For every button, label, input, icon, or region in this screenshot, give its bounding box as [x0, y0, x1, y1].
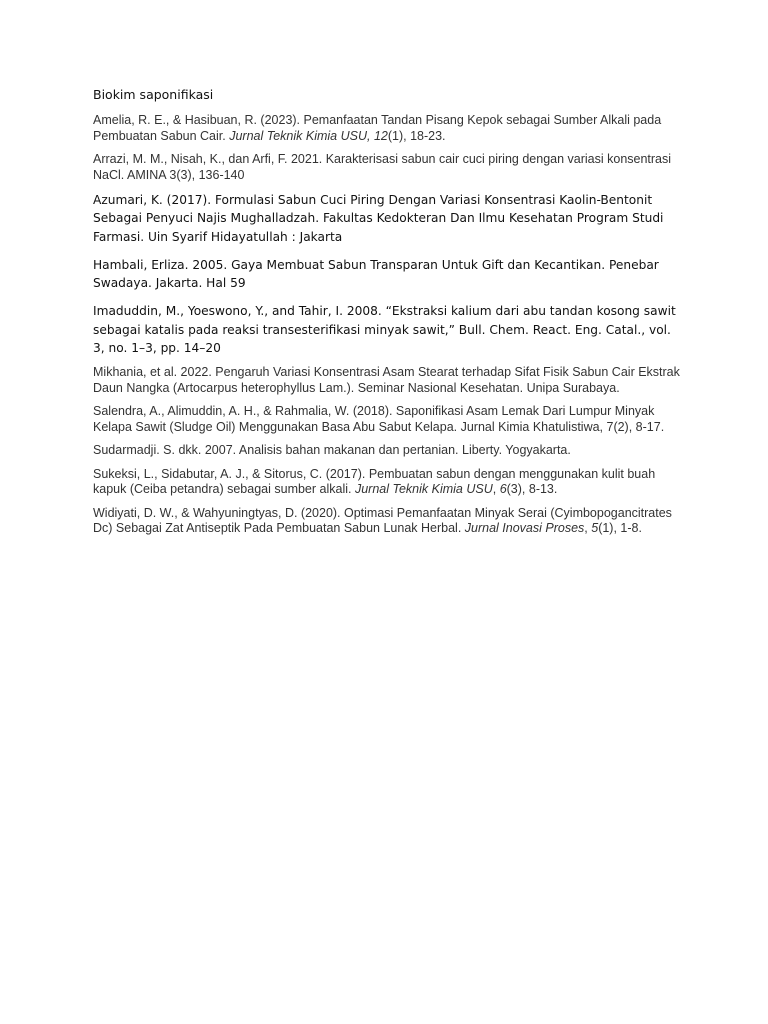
journal-name: Jurnal Inovasi Proses — [464, 521, 585, 536]
reference-text: Amelia, R. E., & Hasibuan, R. (2023). Pemanfaatan Tandan Pisang Kepok sebagai Sumber Alkali pada Pembuatan Sabun Cair. — [93, 113, 662, 143]
reference-text: Widiyati, D. W., & Wahyuningtyas, D. (2020). Optimasi Pemanfaatan Minyak Serai (Cyimbopogancitrates Dc) Sebagai Zat Antiseptik Pada Pembuatan Sabun Lunak Herbal. — [93, 505, 672, 536]
reference-hambali: Hambali, Erliza. 2005. Gaya Membuat Sabun Transparan Untuk Gift dan Kecantikan. Penebar Swadaya. Jakarta. Hal 59 — [93, 257, 659, 291]
reference-sudarmadji: Sudarmadji. S. dkk. 2007. Analisis bahan makanan dan pertanian. Liberty. Yogyakarta. — [93, 443, 571, 458]
reference-salendra: Salendra, A., Alimuddin, A. H., & Rahmalia, W. (2018). Saponifikasi Asam Lemak Dari Lumpur Minyak Kelapa Sawit (Sludge Oil) Menggunakan Basa Abu Sabut Kelapa. Jurnal Kimia Khatulistiwa, 7(2), 8-17. — [93, 404, 665, 434]
separator: , — [366, 128, 374, 143]
separator: , — [584, 521, 592, 536]
volume: 5 — [591, 521, 599, 536]
reference-widiyati — [93, 506, 683, 537]
issue-pages: (1), 1-8. — [598, 521, 642, 536]
volume: 6 — [499, 482, 507, 497]
reference-imaduddin: Imaduddin, M., Yoeswono, Y., and Tahir, I. 2008. “Ekstraksi kalium dari abu tandan kosong sawit sebagai katalis pada reaksi transesterifikasi minyak sawit,” Bull. Chem. React. Eng. Catal., vol. 3, no. 1–3, pp. 14–20 — [93, 304, 676, 356]
separator: , — [492, 482, 500, 497]
reference-arrazi: Arrazi, M. M., Nisah, K., dan Arfi, F. 2021. Karakterisasi sabun cair cuci piring dengan variasi konsentrasi NaCl. AMINA 3(3), 136-140 — [93, 152, 672, 182]
document-title: Biokim saponifikasi — [93, 87, 214, 102]
reference-text: Sukeksi, L., Sidabutar, A. J., & Sitorus, C. (2017). Pembuatan sabun dengan menggunakan kulit buah kapuk (Ceiba petandra) sebagai sumber alkali. — [93, 466, 656, 497]
journal-name: Jurnal Teknik Kimia USU — [354, 482, 493, 497]
reference-azumari: Azumari, K. (2017). Formulasi Sabun Cuci Piring Dengan Variasi Konsentrasi Kaolin-Bentonit Sebagai Penyuci Najis Mughalladzah. Fakultas Kedokteran Dan Ilmu Kesehatan Program Studi Farmasi. Uin Syarif Hidayatullah : Jakarta — [93, 193, 664, 244]
issue-pages: (3), 8-13. — [506, 482, 558, 497]
document-page — [93, 86, 683, 545]
reference-sukeksi — [93, 467, 683, 498]
journal-name: Jurnal Teknik Kimia USU — [229, 128, 367, 143]
issue-pages: (1), 18-23. — [387, 128, 446, 143]
reference-mikhania: Mikhania, et al. 2022. Pengaruh Variasi Konsentrasi Asam Stearat terhadap Sifat Fisik Sabun Cair Ekstrak Daun Nangka (Artocarpus heterophyllus Lam.). Seminar Nasional Kesehatan. Unipa Surabaya. — [93, 365, 680, 395]
reference-amelia — [93, 113, 683, 144]
volume: 12 — [373, 128, 388, 143]
